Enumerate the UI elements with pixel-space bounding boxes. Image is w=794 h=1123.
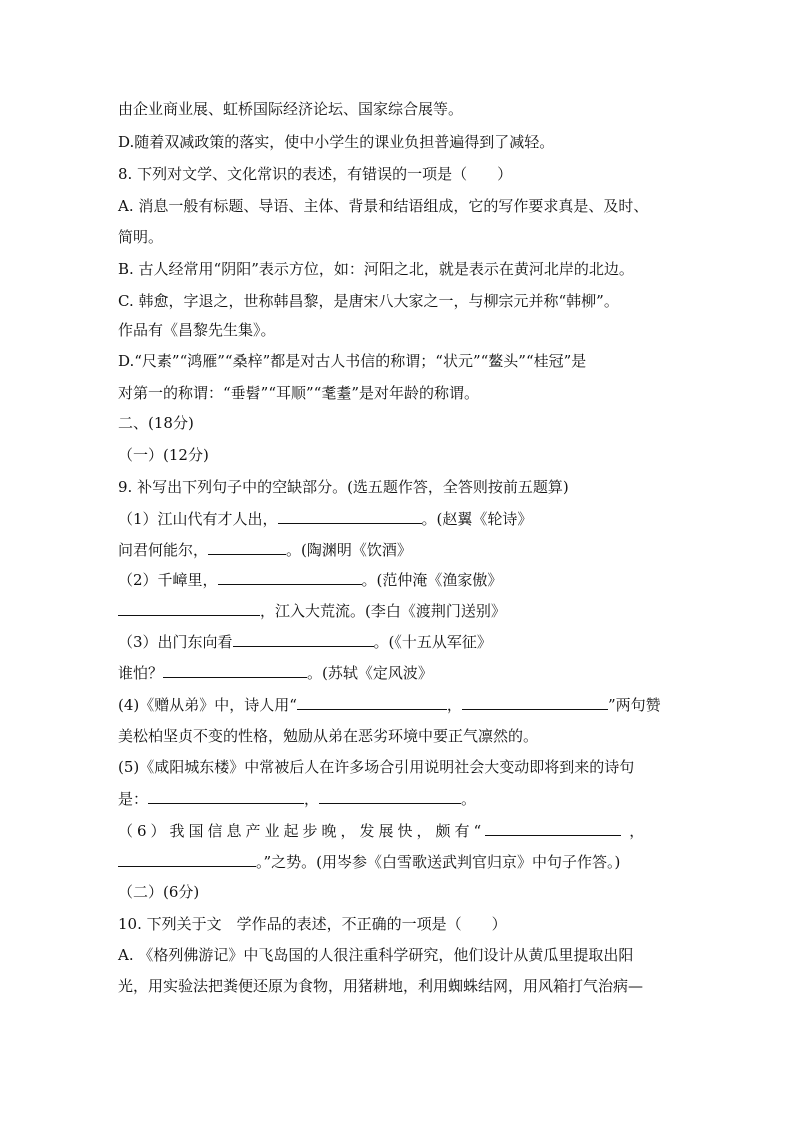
source-text: 。”之势。(用岑参《白雪歌送武判官归京》中句子作答。) — [256, 853, 621, 871]
option-b: B. 古人经常用“阴阳”表示方位，如：河阳之北，就是表示在黄河北岸的北边。 — [118, 260, 634, 278]
question-9-title: 9. 补写出下列句子中的空缺部分。(选五题作答，全答则按前五题算) — [118, 478, 569, 496]
fill-item-5b — [118, 789, 476, 809]
option-a: A. 《格列佛游记》中飞岛国的人很注重科学研究，他们设计从黄瓜里提取出阳 — [118, 946, 634, 964]
subsection-heading: （一）(12分) — [118, 446, 209, 464]
answer-blank[interactable] — [462, 695, 608, 710]
text-line: 对第一的称谓：“垂髫”“耳顺”“耄耋”是对年龄的称谓。 — [118, 384, 480, 402]
text-line: 简明。 — [118, 228, 164, 246]
fill-item-6b — [118, 852, 620, 872]
option-c: C. 韩愈，字退之，世称韩昌黎，是唐宋八大家之一，与柳宗元并称“韩柳”。 — [118, 292, 619, 310]
fill-item-2 — [118, 570, 502, 590]
answer-blank[interactable] — [208, 540, 286, 555]
answer-blank[interactable] — [118, 852, 256, 867]
source-text: 。(赵翼《轮诗》 — [421, 510, 533, 528]
option-d: D.“尺素”“鸿雁”“桑梓”都是对古人书信的称谓；“状元”“鳌头”“桂冠”是 — [118, 352, 587, 370]
fill-item-3b — [118, 663, 433, 683]
separator-text: ， — [446, 696, 462, 714]
source-text: ”两句赞 — [607, 696, 661, 714]
question-10-title: 10. 下列关于文 学作品的表述，不正确的一项是（ ） — [118, 915, 507, 933]
fill-item-2b — [118, 601, 506, 621]
answer-blank[interactable] — [319, 789, 461, 804]
option-a: A. 消息一般有标题、导语、主体、背景和结语组成，它的写作要求真是、及时、 — [118, 197, 649, 215]
fill-item-5: (5)《咸阳城东楼》中常被后人在许多场合引用说明社会大变动即将到来的诗句 — [118, 758, 635, 776]
fill-item-1b — [118, 540, 412, 560]
answer-blank[interactable] — [118, 601, 260, 616]
subsection-heading: （二）(6分) — [118, 883, 200, 901]
separator-text: ， — [629, 822, 645, 840]
prompt-text: 问君何能尔， — [118, 541, 209, 559]
answer-blank[interactable] — [297, 695, 447, 710]
prompt-text: （1）江山代有才人出， — [118, 510, 278, 528]
fill-item-3 — [118, 632, 492, 652]
source-text: 。(陶渊明《饮酒》 — [286, 541, 412, 559]
text-line: 由企业商业展、虹桥国际经济论坛、国家综合展等。 — [118, 100, 464, 118]
prompt-text: （3）出门东向看 — [118, 633, 233, 651]
text-line: 美松柏坚贞不变的性格，勉励从弟在恶劣环境中要正气凛然的。 — [118, 727, 539, 745]
question-8-title: 8. 下列对文学、文化常识的表述，有错误的一项是（ ） — [118, 165, 513, 183]
text-line: 作品有《昌黎先生集》。 — [118, 321, 276, 339]
text-line: D.随着双减政策的落实，使中小学生的课业负担普遍得到了减轻。 — [118, 133, 555, 151]
source-text: 。(《十五从军征》 — [373, 633, 492, 651]
fill-item-4 — [118, 695, 661, 715]
answer-blank[interactable] — [233, 632, 374, 647]
text-line: 光，用实验法把粪便还原为食物，用猪耕地，利用蜘蛛结网，用风箱打气治病— — [118, 977, 644, 995]
prompt-text: (4)《赠从弟》中，诗人用“ — [118, 696, 297, 714]
source-text: 。(苏轼《定风波》 — [307, 664, 433, 682]
fill-item-6 — [118, 821, 644, 841]
answer-blank[interactable] — [148, 789, 304, 804]
separator-text: ， — [304, 790, 320, 808]
source-text: 。 — [461, 790, 477, 808]
prompt-text: 是： — [118, 790, 149, 808]
section-heading: 二、(18分) — [118, 414, 194, 432]
prompt-text: （2）千嶂里， — [118, 571, 218, 589]
fill-item-1 — [118, 509, 532, 529]
answer-blank[interactable] — [163, 663, 307, 678]
source-text: 。(范仲淹《渔家傲》 — [361, 571, 503, 589]
answer-blank[interactable] — [218, 570, 362, 585]
prompt-text: （6）我国信息产业起步晚，发展快，颇有“ — [118, 822, 486, 840]
answer-blank[interactable] — [485, 821, 621, 836]
source-text: ，江入大荒流。(李白《渡荆门送别》 — [260, 602, 506, 620]
answer-blank[interactable] — [278, 509, 422, 524]
prompt-text: 谁怕？ — [118, 664, 164, 682]
